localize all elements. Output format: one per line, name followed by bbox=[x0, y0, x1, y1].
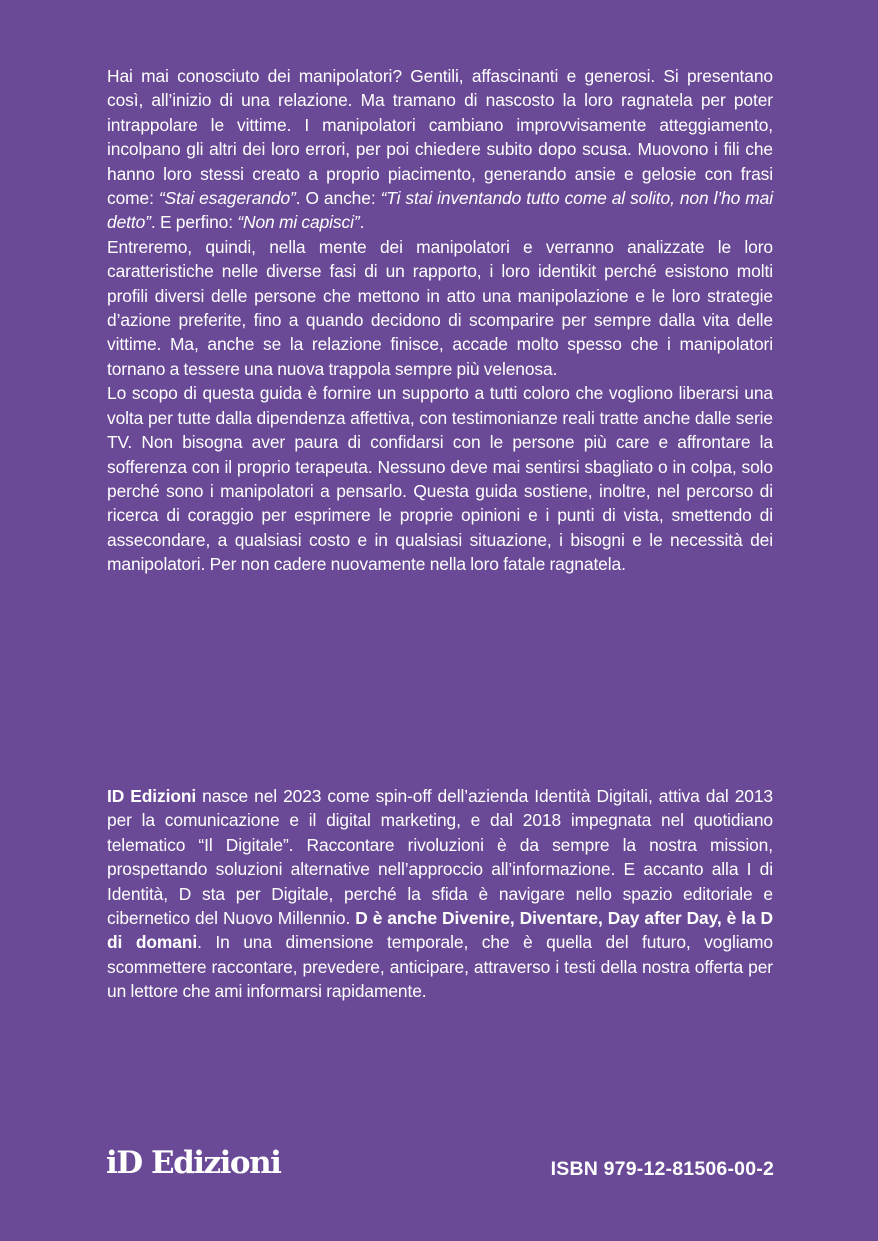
blurb-p1-text-4: . bbox=[359, 212, 365, 233]
publisher-about-paragraph bbox=[107, 784, 773, 1004]
blurb-p1-text-1: Hai mai conosciuto dei manipolatori? Gentili, affascinanti e generosi. Si presentano così, all’inizio di una relazione. Ma tramano di nascosto la loro ragnatela per poter intrappolare le vittime. I manipolatori cambiano improvvisamente atteggiamento, incolpano gli altri dei loro errori, per poi chiedere subito dopo scusa. Muovono i fili che hanno loro stessi creato a proprio piacimento, generando ansie e gelosie con frasi come: bbox=[107, 66, 773, 209]
blurb-paragraph-3: Lo scopo di questa guida è fornire un supporto a tutti coloro che vogliono liberarsi una volta per tutte dalla dipendenza affettiva, con testimonianze reali tratte anche dalle serie TV. Non bisogna aver paura di confidarsi con le persone più care e affrontare la sofferenza con il proprio terapeuta. Nessuno deve mai sentirsi sbagliato o in colpa, solo perché sono i manipolatori a pensarlo. Questa guida sostiene, inoltre, nel percorso di ricerca di coraggio per esprimere le proprie opinioni e i punti di vista, smettendo di assecondare, a qualsiasi costo e in qualsiasi situazione, i bisogni e le necessità dei manipolatori. Per non cadere nuovamente nella loro fatale ragnatela. bbox=[107, 383, 773, 575]
blurb-p1-quote-3: “Non mi capisci” bbox=[237, 212, 360, 233]
publisher-about-text-2: . In una dimensione temporale, che è quella del futuro, vogliamo scommettere raccontare, prevedere, anticipare, attraverso i testi della nostra offerta per un lettore che ami informarsi rapidamente. bbox=[107, 932, 773, 1002]
blurb-paragraph-1 bbox=[107, 64, 773, 235]
publisher-brand-name: ID Edizioni bbox=[107, 786, 197, 806]
blurb-p1-quote-1: “Stai esagerando” bbox=[158, 188, 296, 209]
blurb-p1-quote-2: “Ti stai inventando tutto come al solito, non l’ho mai detto” bbox=[107, 188, 773, 233]
blurb-p1-text-3: . E perfino: bbox=[150, 212, 238, 233]
book-blurb bbox=[107, 64, 773, 577]
publisher-about bbox=[107, 784, 773, 1004]
publisher-about-text-1: nasce nel 2023 come spin-off dell’azienda Identità Digitali, attiva dal 2013 per la comunicazione e il digital marketing, e dal 2018 impegnata nel quotidiano telematico “Il Digitale”. Raccontare rivoluzioni è da sempre la nostra mission, prospettando soluzioni alternative nell’approccio all’informazione. E accanto alla I di Identità, D sta per Digitale, perché la sfida è navigare nello spazio editoriale e cibernetico del Nuovo Millennio. bbox=[107, 786, 773, 929]
isbn-code: ISBN 979-12-81506-00-2 bbox=[550, 1158, 774, 1180]
publisher-bold-phrase: D è anche Divenire, Diventare, Day after Day, è la D di domani bbox=[107, 908, 774, 953]
publisher-logo: iD Edizioni bbox=[106, 1145, 281, 1181]
blurb-paragraph-2: Entreremo, quindi, nella mente dei manipolatori e verranno analizzate le loro caratteristiche nelle diverse fasi di un rapporto, i loro identikit perché esistono molti profili diversi delle persone che mettono in atto una manipolazione e le loro strategie d’azione preferite, fino a quando decidono di scomparire per sempre dalla vita delle vittime. Ma, anche se la relazione finisce, accade molto spesso che i manipolatori tornano a tessere una nuova trappola sempre più velenosa. bbox=[107, 236, 773, 379]
blurb-p1-text-2: . O anche: bbox=[295, 188, 381, 209]
